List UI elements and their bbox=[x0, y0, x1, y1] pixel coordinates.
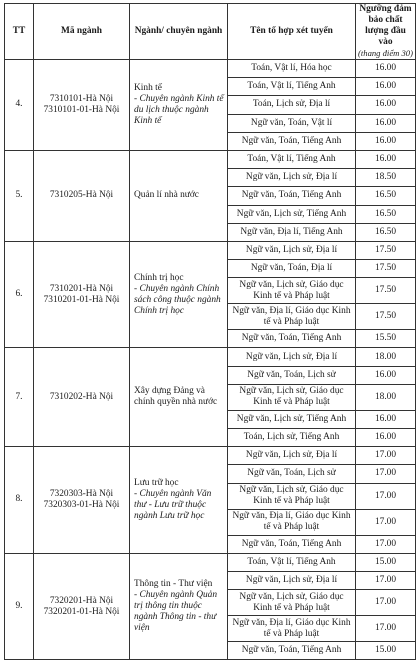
subject-combination: Ngữ văn, Lịch sử, Địa lí bbox=[228, 571, 356, 589]
threshold-score: 16.00 bbox=[356, 114, 416, 132]
subject-combination: Ngữ văn, Toán, Tiếng Anh bbox=[228, 187, 356, 205]
threshold-score: 17.50 bbox=[356, 260, 416, 278]
major-name-cell bbox=[130, 348, 228, 447]
major-code: 7320303-Hà Nội bbox=[49, 488, 114, 499]
subject-combination: Ngữ văn, Toán, Lịch sử bbox=[228, 366, 356, 384]
major-specialization: - Chuyên ngành Quản trị thông tin thuộc ngành Thông tin - thư viện bbox=[134, 590, 218, 634]
major-specialization: - Chuyên ngành Chính sách công thuộc ngành Chính trị học bbox=[134, 283, 221, 316]
threshold-score: 17.50 bbox=[356, 278, 416, 304]
table-row bbox=[5, 150, 416, 168]
subject-combination: Toán, Vật lí, Tiếng Anh bbox=[228, 553, 356, 571]
major-name: Thông tin - Thư viện bbox=[134, 579, 213, 590]
major-code: 7310101-Hà Nội bbox=[49, 93, 114, 104]
subject-combination: Ngữ văn, Toán, Tiếng Anh bbox=[228, 330, 356, 348]
subject-combination: Ngữ văn, Lịch sử, Địa lí bbox=[228, 447, 356, 465]
subject-combination: Ngữ văn, Toán, Tiếng Anh bbox=[228, 642, 356, 660]
threshold-score: 18.00 bbox=[356, 348, 416, 366]
major-code-cell bbox=[34, 241, 130, 348]
header-major: Ngành/ chuyên ngành bbox=[130, 4, 228, 60]
threshold-score: 16.50 bbox=[356, 187, 416, 205]
subject-combination: Ngữ văn, Lịch sử, Địa lí bbox=[228, 348, 356, 366]
threshold-score: 16.00 bbox=[356, 132, 416, 150]
row-number: 7. bbox=[5, 348, 34, 447]
table-row bbox=[5, 241, 416, 259]
header-score bbox=[356, 4, 416, 60]
major-name: Kinh tế bbox=[134, 82, 162, 93]
major-code: 7310202-Hà Nội bbox=[49, 391, 114, 402]
major-code: 7310201-Hà Nội bbox=[49, 283, 114, 294]
admission-threshold-table bbox=[4, 3, 416, 660]
major-name: Xây dựng Đảng và chính quyền nhà nước bbox=[134, 386, 218, 408]
row-number: 9. bbox=[5, 553, 34, 660]
major-code: 7320201-01-Hà Nội bbox=[43, 606, 120, 617]
threshold-score: 18.50 bbox=[356, 169, 416, 187]
major-name-cell bbox=[130, 60, 228, 151]
row-number: 6. bbox=[5, 241, 34, 348]
major-code: 7310205-Hà Nội bbox=[49, 190, 114, 201]
major-code-cell bbox=[34, 553, 130, 660]
table-header bbox=[5, 4, 416, 60]
major-code-cell bbox=[34, 348, 130, 447]
subject-combination: Ngữ văn, Toán, Lịch sử bbox=[228, 465, 356, 483]
subject-combination: Ngữ văn, Lịch sử, Giáo dục Kinh tế và Pháp luật bbox=[228, 483, 356, 509]
subject-combination: Ngữ văn, Địa lí, Giáo dục Kinh tế và Pháp luật bbox=[228, 616, 356, 642]
threshold-score: 16.50 bbox=[356, 223, 416, 241]
header-tt: TT bbox=[5, 4, 34, 60]
major-code: 7310101-01-Hà Nội bbox=[43, 104, 120, 115]
subject-combination: Ngữ văn, Lịch sử, Địa lí bbox=[228, 241, 356, 259]
row-number: 8. bbox=[5, 447, 34, 554]
row-number: 4. bbox=[5, 60, 34, 151]
subject-combination: Toán, Vật lí, Tiếng Anh bbox=[228, 150, 356, 168]
table-row bbox=[5, 447, 416, 465]
major-name: Chính trị học bbox=[134, 272, 184, 283]
subject-combination: Ngữ văn, Lịch sử, Giáo dục Kinh tế và Pháp luật bbox=[228, 278, 356, 304]
subject-combination: Toán, Vật lí, Hóa học bbox=[228, 60, 356, 78]
header-combo: Tên tổ hợp xét tuyển bbox=[228, 4, 356, 60]
subject-combination: Ngữ văn, Toán, Địa lí bbox=[228, 260, 356, 278]
header-score-label: Ngưỡng đảm bảo chất lượng đầu vào bbox=[359, 4, 412, 47]
table-row bbox=[5, 553, 416, 571]
threshold-score: 17.00 bbox=[356, 447, 416, 465]
table-row bbox=[5, 60, 416, 78]
subject-combination: Ngữ văn, Lịch sử, Địa lí bbox=[228, 169, 356, 187]
subject-combination: Ngữ văn, Địa lí, Giáo dục Kinh tế và Pháp luật bbox=[228, 509, 356, 535]
major-name: Quản lí nhà nước bbox=[134, 190, 199, 201]
subject-combination: Ngữ văn, Lịch sử, Tiếng Anh bbox=[228, 410, 356, 428]
major-name: Lưu trữ học bbox=[134, 477, 179, 488]
threshold-score: 15.50 bbox=[356, 330, 416, 348]
major-code-cell bbox=[34, 150, 130, 241]
subject-combination: Toán, Lịch sử, Tiếng Anh bbox=[228, 429, 356, 447]
threshold-score: 16.00 bbox=[356, 429, 416, 447]
subject-combination: Ngữ văn, Địa lí, Tiếng Anh bbox=[228, 223, 356, 241]
subject-combination: Toán, Lịch sử, Địa lí bbox=[228, 96, 356, 114]
threshold-score: 18.00 bbox=[356, 384, 416, 410]
threshold-score: 17.00 bbox=[356, 535, 416, 553]
major-code: 7320201-Hà Nội bbox=[49, 595, 114, 606]
table-row bbox=[5, 348, 416, 366]
subject-combination: Toán, Vật lí, Tiếng Anh bbox=[228, 78, 356, 96]
threshold-score: 16.00 bbox=[356, 366, 416, 384]
threshold-score: 17.00 bbox=[356, 509, 416, 535]
subject-combination: Ngữ văn, Lịch sử, Giáo dục Kinh tế và Pháp luật bbox=[228, 384, 356, 410]
major-name-cell bbox=[130, 447, 228, 554]
subject-combination: Ngữ văn, Toán, Tiếng Anh bbox=[228, 132, 356, 150]
threshold-score: 15.00 bbox=[356, 642, 416, 660]
subject-combination: Ngữ văn, Lịch sử, Tiếng Anh bbox=[228, 205, 356, 223]
threshold-score: 17.00 bbox=[356, 465, 416, 483]
header-score-note: (thang điểm 30) bbox=[358, 48, 413, 58]
threshold-score: 16.00 bbox=[356, 150, 416, 168]
threshold-score: 17.50 bbox=[356, 241, 416, 259]
subject-combination: Ngữ văn, Toán, Vật lí bbox=[228, 114, 356, 132]
threshold-score: 17.00 bbox=[356, 590, 416, 616]
subject-combination: Ngữ văn, Lịch sử, Giáo dục Kinh tế và Pháp luật bbox=[228, 590, 356, 616]
header-code: Mã ngành bbox=[34, 4, 130, 60]
threshold-score: 17.50 bbox=[356, 304, 416, 330]
row-number: 5. bbox=[5, 150, 34, 241]
threshold-score: 16.00 bbox=[356, 410, 416, 428]
major-specialization: - Chuyên ngành Văn thư - Lưu trữ thuộc ngành Lưu trữ học bbox=[134, 488, 212, 521]
major-specialization: - Chuyên ngành Kinh tế du lịch thuộc ngành Kinh tế bbox=[134, 93, 224, 126]
major-code-cell bbox=[34, 60, 130, 151]
threshold-score: 17.00 bbox=[356, 616, 416, 642]
threshold-score: 16.00 bbox=[356, 78, 416, 96]
table-body bbox=[5, 60, 416, 660]
threshold-score: 15.00 bbox=[356, 553, 416, 571]
subject-combination: Ngữ văn, Toán, Tiếng Anh bbox=[228, 535, 356, 553]
major-name-cell bbox=[130, 150, 228, 241]
major-name-cell bbox=[130, 241, 228, 348]
major-name-cell bbox=[130, 553, 228, 660]
threshold-score: 16.00 bbox=[356, 96, 416, 114]
major-code: 7320303-01-Hà Nội bbox=[43, 499, 120, 510]
major-code-cell bbox=[34, 447, 130, 554]
threshold-score: 17.00 bbox=[356, 483, 416, 509]
threshold-score: 16.00 bbox=[356, 60, 416, 78]
major-code: 7310201-01-Hà Nội bbox=[43, 294, 120, 305]
threshold-score: 17.00 bbox=[356, 571, 416, 589]
threshold-score: 16.50 bbox=[356, 205, 416, 223]
subject-combination: Ngữ văn, Địa lí, Giáo dục Kinh tế và Pháp luật bbox=[228, 304, 356, 330]
